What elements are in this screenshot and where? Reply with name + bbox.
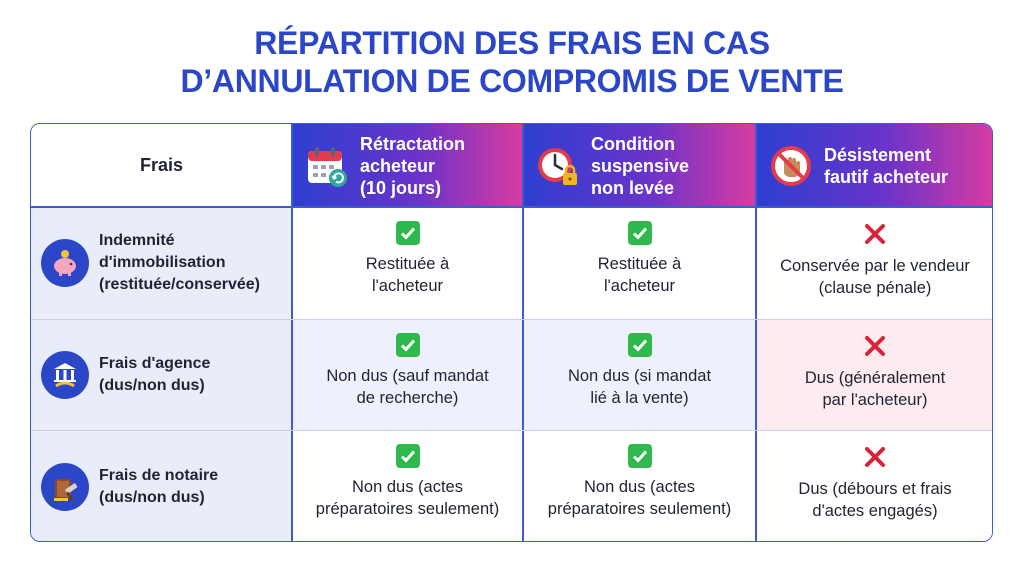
cell-text: Non dus (si mandat lié à la vente) [567, 367, 712, 407]
cross-icon [862, 444, 888, 470]
column-divider [522, 124, 524, 541]
header-retractation-label: Rétractation acheteur (10 jours) [360, 133, 466, 198]
header-frais: Frais [31, 124, 292, 207]
piggy-bank-icon [41, 239, 89, 287]
title-line-2: D’ANNULATION DE COMPROMIS DE VENTE [180, 63, 844, 99]
header-desistement-label: Désistement fautif acheteur [824, 144, 949, 187]
check-icon [396, 333, 420, 357]
cell-indemnite-condition [523, 207, 756, 319]
check-icon [628, 444, 652, 468]
cross-icon [862, 221, 888, 247]
cell-text: Non dus (sauf mandat de recherche) [326, 367, 489, 407]
column-divider [291, 124, 293, 541]
cell-text: Non dus (actes préparatoires seulement) [315, 478, 500, 518]
cell-agence-condition [523, 319, 756, 430]
check-icon [396, 444, 420, 468]
row-label-indemnite [31, 207, 292, 319]
row-label-notaire [31, 430, 292, 542]
title-line-1: RÉPARTITION DES FRAIS EN CAS [254, 25, 770, 61]
cell-agence-retractation [292, 319, 523, 430]
row-label-indemnite-text: Indemnité d'immobilisation (restituée/conservée) [99, 232, 260, 293]
check-icon [628, 221, 652, 245]
clock-lock-icon [535, 143, 581, 189]
row-divider [31, 319, 992, 320]
check-icon [396, 221, 420, 245]
no-hand-icon [768, 143, 814, 189]
cell-text: Dus (débours et frais d'actes engagés) [798, 480, 952, 520]
cell-agence-desistement [756, 319, 993, 430]
row-label-notaire-text: Frais de notaire (dus/non dus) [99, 466, 219, 506]
cell-indemnite-desistement [756, 207, 993, 319]
page-title [0, 24, 1024, 100]
bank-handshake-icon [41, 351, 89, 399]
gavel-book-icon [41, 463, 89, 511]
cell-notaire-condition [523, 430, 756, 542]
header-retractation [292, 124, 523, 207]
row-label-agence-text: Frais d'agence (dus/non dus) [99, 354, 211, 394]
cell-indemnite-retractation [292, 207, 523, 319]
header-divider [31, 206, 992, 208]
cross-icon [862, 333, 888, 359]
calendar-icon [304, 143, 350, 189]
cell-text: Restituée à l'acheteur [365, 255, 450, 295]
header-condition [523, 124, 756, 207]
row-divider [31, 430, 992, 431]
cell-notaire-retractation [292, 430, 523, 542]
cell-text: Dus (généralement par l'acheteur) [804, 369, 946, 409]
header-desistement [756, 124, 993, 207]
column-divider [755, 124, 757, 541]
cell-text: Non dus (actes préparatoires seulement) [547, 478, 732, 518]
cell-text: Restituée à l'acheteur [597, 255, 682, 295]
cell-notaire-desistement [756, 430, 993, 542]
fees-table [30, 123, 993, 542]
row-label-agence [31, 319, 292, 430]
header-condition-label: Condition suspensive non levée [591, 133, 690, 198]
check-icon [628, 333, 652, 357]
cell-text: Conservée par le vendeur (clause pénale) [780, 257, 970, 297]
